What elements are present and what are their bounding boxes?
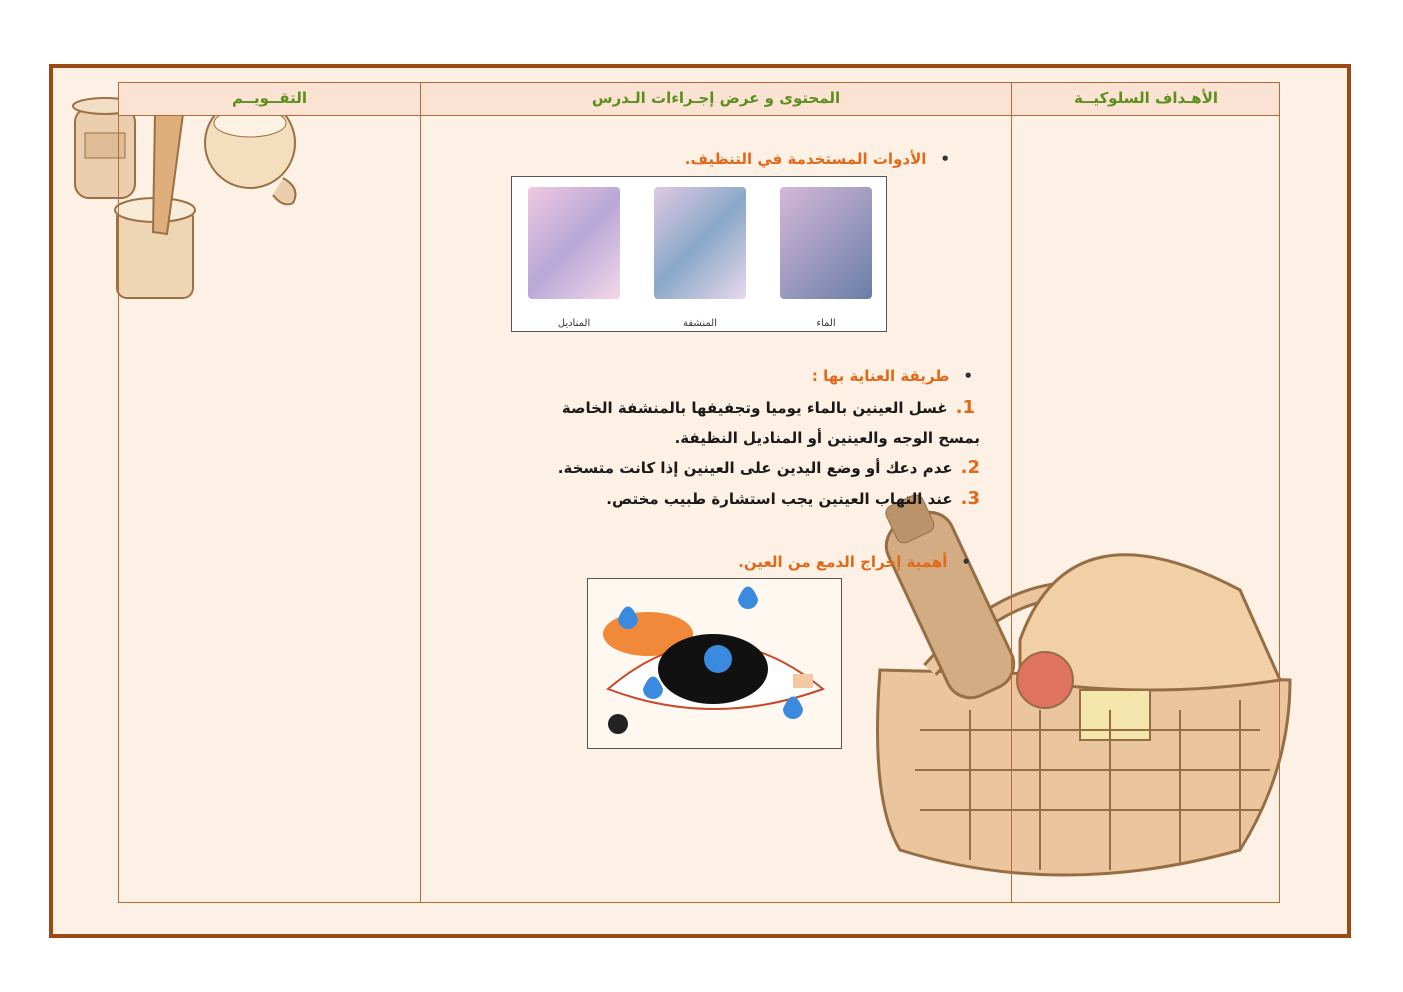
tears-heading <box>738 553 971 571</box>
tissues-image <box>528 187 620 299</box>
step-1 <box>562 397 975 419</box>
tissues-label: المناديل <box>557 318 591 329</box>
bullet-dot: • <box>940 150 950 168</box>
step-3 <box>606 488 980 510</box>
towel-image <box>654 187 746 299</box>
tears-heading-text: أهمية إخراج الدمع من العين. <box>738 553 948 571</box>
column-divider <box>420 83 421 902</box>
step-text: عند التهاب العينين يجب استشارة طبيب مختص. <box>606 490 953 508</box>
step-1-continued: بمسح الوجه والعينين أو المناديل النظيفة. <box>674 429 980 447</box>
header-evaluation: التقــويــم <box>232 89 307 107</box>
step-text: عدم دعك أو وضع اليدين على العينين إذا كانت متسخة. <box>557 459 953 477</box>
eye-drops-drawing <box>588 579 841 748</box>
care-heading-text: طريقة العناية بها : <box>811 367 950 385</box>
care-heading <box>812 367 973 385</box>
tools-heading <box>685 150 950 168</box>
step-number: 3. <box>960 488 980 509</box>
step-2 <box>558 457 980 479</box>
cleaning-tools-image <box>511 176 887 332</box>
header-content: المحتوى و عرض إجـراءات الـدرس <box>591 89 841 107</box>
step-number: 2. <box>960 457 980 478</box>
step-text: غسل العينين بالماء يوميا وتجفيفها بالمنشفة الخاصة <box>561 399 948 417</box>
towel-label: المنشفة <box>683 318 717 329</box>
bullet-dot: • <box>963 367 973 385</box>
header-objectives: الأهـداف السلوكيــة <box>1073 89 1219 107</box>
tools-heading-text: الأدوات المستخدمة في التنظيف. <box>684 150 927 168</box>
step-number: 1. <box>955 397 975 418</box>
water-image <box>780 187 872 299</box>
column-divider <box>1011 83 1012 902</box>
bullet-dot: • <box>961 553 971 571</box>
tears-illustration <box>587 578 842 749</box>
water-label: الماء <box>816 318 836 329</box>
